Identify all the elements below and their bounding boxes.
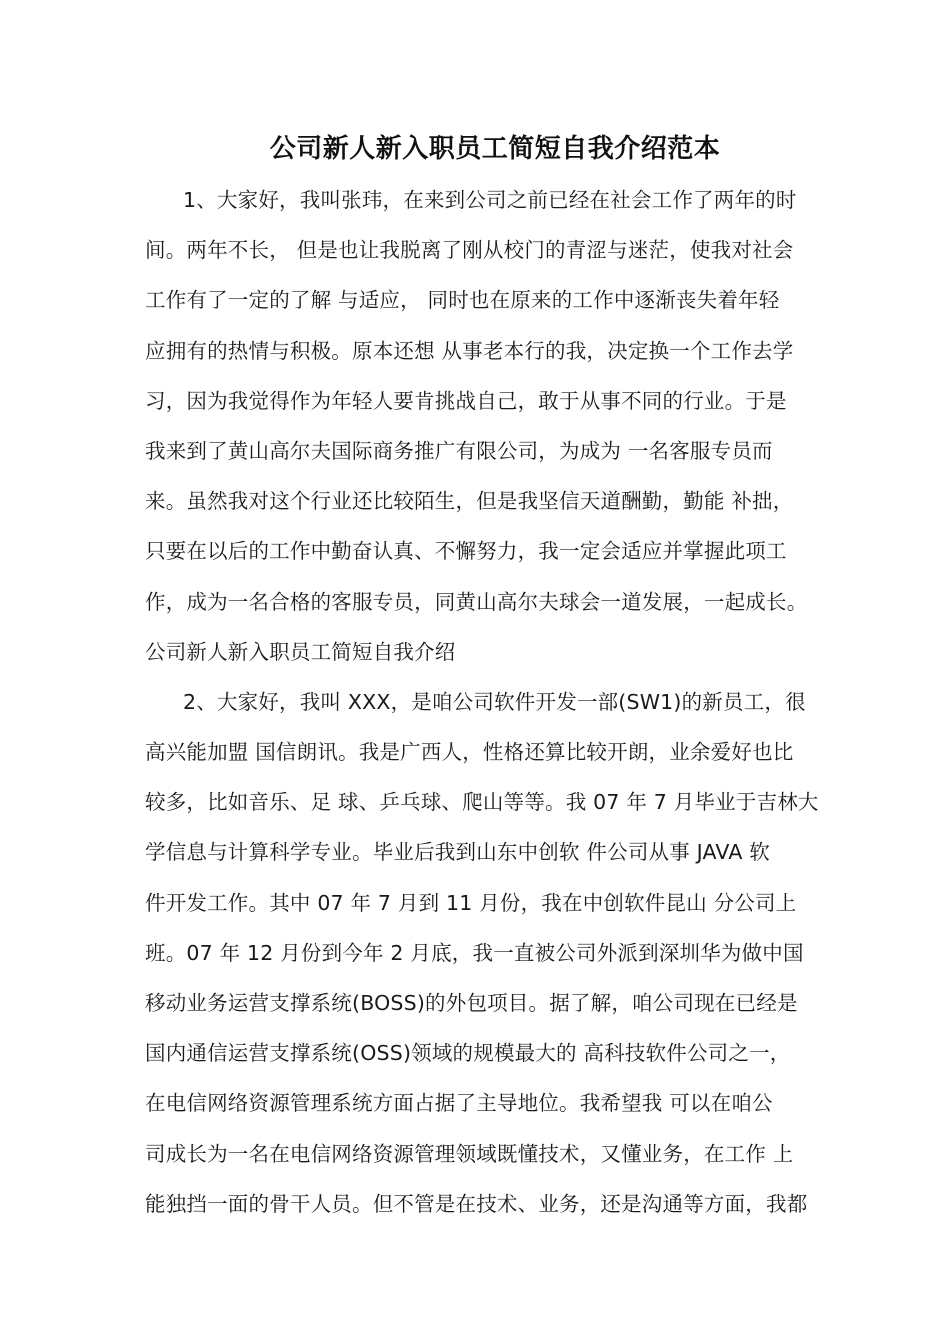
paragraph-1-line-5: 习，因为我觉得作为年轻人要肯挑战自己，敢于从事不同的行业。于是 xyxy=(145,388,787,413)
paragraph-1-line-2: 间。两年不长， 但是也让我脱离了刚从校门的青涩与迷茫，使我对社会 xyxy=(145,238,794,263)
paragraph-2-line-11: 能独挡一面的骨干人员。但不管是在技术、业务，还是沟通等方面，我都 xyxy=(145,1191,808,1216)
paragraph-2-line-5: 件开发工作。其中 07 年 7 月到 11 月份，我在中创软件昆山 分公司上 xyxy=(145,890,797,915)
document-body xyxy=(145,184,819,1238)
paragraph-2-line-3: 较多，比如音乐、足 球、乒乓球、爬山等等。我 07 年 7 月毕业于吉林大 xyxy=(145,790,819,815)
paragraph-2-line-8: 国内通信运营支撑系统(OSS)领域的规模最大的 高科技软件公司之一， xyxy=(145,1041,791,1066)
paragraph-1-line-3: 工作有了一定的了解 与适应， 同时也在原来的工作中逐渐丧失着年轻 xyxy=(145,288,780,313)
paragraph-2-line-9: 在电信网络资源管理系统方面占据了主导地位。我希望我 可以在咱公 xyxy=(145,1091,773,1116)
paragraph-2-line-4: 学信息与计算科学专业。毕业后我到山东中创软 件公司从事 JAVA 软 xyxy=(145,840,770,865)
section-heading-line: 公司新人新入职员工简短自我介绍 xyxy=(145,639,456,664)
paragraph-1-line-7: 来。虽然我对这个行业还比较陌生，但是我坚信天道酬勤，勤能 补拙， xyxy=(145,489,794,514)
paragraph-1-line-6: 我来到了黄山高尔夫国际商务推广有限公司，为成为 一名客服专员而 xyxy=(145,438,773,463)
paragraph-2-line-1: 2、大家好，我叫 XXX，是咱公司软件开发一部(SW1)的新员工，很 xyxy=(183,689,806,714)
paragraph-1-line-9: 作，成为一名合格的客服专员，同黄山高尔夫球会一道发展，一起成长。 xyxy=(145,589,808,614)
document-title: 公司新人新入职员工简短自我介绍范本 xyxy=(269,134,721,164)
paragraph-2-line-7: 移动业务运营支撑系统(BOSS)的外包项目。据了解，咱公司现在已经是 xyxy=(145,991,798,1015)
paragraph-2-line-10: 司成长为一名在电信网络资源管理领域既懂技术，又懂业务，在工作 上 xyxy=(145,1141,794,1166)
paragraph-2-line-2: 高兴能加盟 国信朗讯。我是广西人，性格还算比较开朗，业余爱好也比 xyxy=(145,740,794,765)
paragraph-1-line-8: 只要在以后的工作中勤奋认真、不懈努力，我一定会适应并掌握此项工 xyxy=(145,539,787,564)
paragraph-2-line-6: 班。07 年 12 月份到今年 2 月底，我一直被公司外派到深圳华为做中国 xyxy=(145,940,804,965)
paragraph-1-line-4: 应拥有的热情与积极。原本还想 从事老本行的我，决定换一个工作去学 xyxy=(145,338,794,363)
paragraph-1-line-1: 1、大家好，我叫张玮，在来到公司之前已经在社会工作了两年的时 xyxy=(183,188,797,212)
